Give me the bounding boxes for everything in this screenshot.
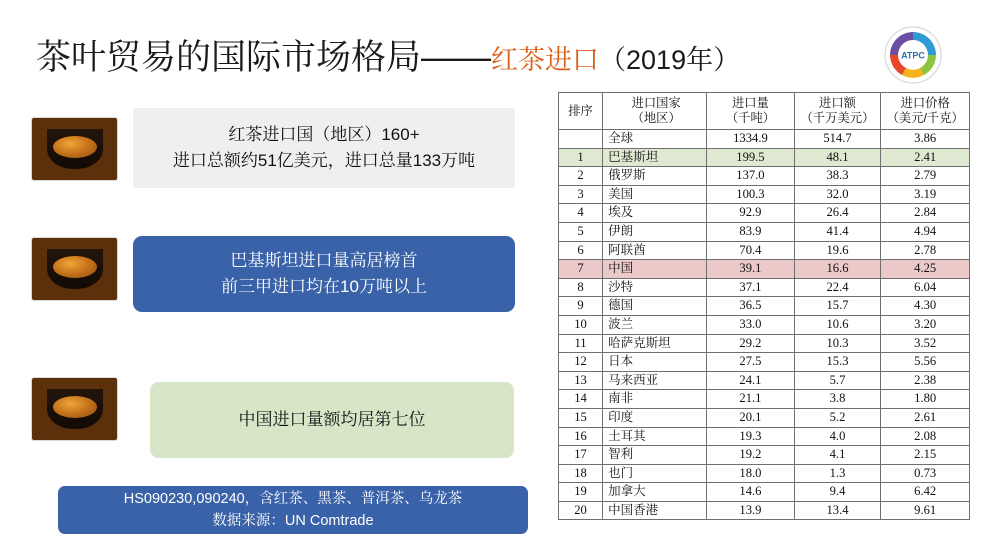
cell-value: 4.1 <box>794 446 881 465</box>
cell-price: 6.42 <box>881 483 970 502</box>
col-header-country-l2: （地区） <box>631 111 681 125</box>
cell-quantity: 83.9 <box>707 222 794 241</box>
cell-price: 3.86 <box>881 130 970 149</box>
cell-quantity: 20.1 <box>707 408 794 427</box>
cell-rank: 12 <box>559 353 603 372</box>
cell-rank: 1 <box>559 148 603 167</box>
cell-rank: 2 <box>559 167 603 186</box>
cell-quantity: 24.1 <box>707 371 794 390</box>
cell-rank: 6 <box>559 241 603 260</box>
cell-rank: 4 <box>559 204 603 223</box>
cell-rank: 9 <box>559 297 603 316</box>
cell-price: 2.79 <box>881 167 970 186</box>
table-row <box>559 204 970 223</box>
footnote-line-1: HS090230,090240，含红茶、黑茶、普洱茶、乌龙茶 <box>123 490 463 507</box>
cell-quantity: 199.5 <box>707 148 794 167</box>
table-row <box>559 260 970 279</box>
cell-rank: 15 <box>559 408 603 427</box>
callout-1-line-2: 进口总额约51亿美元，进口总量133万吨 <box>172 151 476 170</box>
cell-quantity: 33.0 <box>707 315 794 334</box>
tea-photo-2 <box>32 238 117 300</box>
cell-country: 智利 <box>603 446 707 465</box>
table-row <box>559 353 970 372</box>
cell-price: 2.61 <box>881 408 970 427</box>
cell-quantity: 92.9 <box>707 204 794 223</box>
cell-price: 2.84 <box>881 204 970 223</box>
callout-import-countries <box>133 108 515 188</box>
table-row <box>559 148 970 167</box>
cell-quantity: 39.1 <box>707 260 794 279</box>
cell-country: 俄罗斯 <box>603 167 707 186</box>
cell-price: 3.20 <box>881 315 970 334</box>
import-data-table <box>558 92 970 520</box>
table-row <box>559 427 970 446</box>
cell-value: 3.8 <box>794 390 881 409</box>
table-row <box>559 241 970 260</box>
cell-price: 4.30 <box>881 297 970 316</box>
table-row <box>559 464 970 483</box>
table-row <box>559 446 970 465</box>
table-body <box>559 130 970 520</box>
cell-price: 4.25 <box>881 260 970 279</box>
cell-country: 印度 <box>603 408 707 427</box>
table-row <box>559 185 970 204</box>
callout-2-line-1: 巴基斯坦进口量高居榜首 <box>230 250 418 270</box>
tea-photo-1 <box>32 118 117 180</box>
cell-value: 15.7 <box>794 297 881 316</box>
col-header-rank <box>559 93 603 130</box>
table-row <box>559 483 970 502</box>
page-title <box>36 30 740 80</box>
cell-country: 波兰 <box>603 315 707 334</box>
cell-value: 5.2 <box>794 408 881 427</box>
col-header-price-l1: 进口价格 <box>900 96 950 110</box>
cell-country: 埃及 <box>603 204 707 223</box>
source-footnote <box>58 486 528 534</box>
cell-price: 4.94 <box>881 222 970 241</box>
cell-value: 19.6 <box>794 241 881 260</box>
title-main-text: 茶叶贸易的国际市场格局—— <box>36 38 492 77</box>
cell-country: 土耳其 <box>603 427 707 446</box>
cell-value: 48.1 <box>794 148 881 167</box>
col-header-rank-l1: 排序 <box>568 103 593 118</box>
cell-country: 阿联酋 <box>603 241 707 260</box>
table-row <box>559 371 970 390</box>
table-header-row <box>559 93 970 130</box>
cell-value: 5.7 <box>794 371 881 390</box>
col-header-price <box>881 93 970 130</box>
table-row <box>559 167 970 186</box>
callout-1-line-1: 红茶进口国（地区）160+ <box>228 124 420 144</box>
cell-country: 南非 <box>603 390 707 409</box>
cell-price: 2.38 <box>881 371 970 390</box>
cell-quantity: 27.5 <box>707 353 794 372</box>
cell-rank: 11 <box>559 334 603 353</box>
cell-quantity: 14.6 <box>707 483 794 502</box>
cell-country: 伊朗 <box>603 222 707 241</box>
atpc-logo-icon <box>884 26 942 84</box>
cell-quantity: 29.2 <box>707 334 794 353</box>
cell-country: 中国香港 <box>603 501 707 520</box>
table-row <box>559 408 970 427</box>
cell-quantity: 18.0 <box>707 464 794 483</box>
cell-rank: 13 <box>559 371 603 390</box>
col-header-quantity <box>707 93 794 130</box>
table-row <box>559 334 970 353</box>
callout-pakistan-top <box>133 236 515 312</box>
cell-rank: 16 <box>559 427 603 446</box>
cell-country: 马来西亚 <box>603 371 707 390</box>
cell-price: 0.73 <box>881 464 970 483</box>
cell-rank: 18 <box>559 464 603 483</box>
cell-country: 中国 <box>603 260 707 279</box>
footnote-line-2: 数据来源：UN Comtrade <box>212 513 374 529</box>
cell-quantity: 137.0 <box>707 167 794 186</box>
cell-rank: 7 <box>559 260 603 279</box>
cell-price: 3.19 <box>881 185 970 204</box>
cell-country: 德国 <box>603 297 707 316</box>
cell-value: 22.4 <box>794 278 881 297</box>
cell-value: 1.3 <box>794 464 881 483</box>
cell-rank: 17 <box>559 446 603 465</box>
cell-value: 15.3 <box>794 353 881 372</box>
cell-quantity: 19.3 <box>707 427 794 446</box>
cell-quantity: 19.2 <box>707 446 794 465</box>
cell-rank: 20 <box>559 501 603 520</box>
cell-country: 日本 <box>603 353 707 372</box>
col-header-value-l1: 进口额 <box>819 96 856 110</box>
cell-value: 9.4 <box>794 483 881 502</box>
cell-value: 10.3 <box>794 334 881 353</box>
title-year-text: （2019年） <box>599 45 741 75</box>
cell-rank: 19 <box>559 483 603 502</box>
cell-country: 巴基斯坦 <box>603 148 707 167</box>
cell-value: 26.4 <box>794 204 881 223</box>
cell-price: 2.41 <box>881 148 970 167</box>
cell-value: 32.0 <box>794 185 881 204</box>
cell-price: 6.04 <box>881 278 970 297</box>
callout-2-line-2: 前三甲进口均在10万吨以上 <box>221 277 427 296</box>
cell-country: 全球 <box>603 130 707 149</box>
cell-quantity: 1334.9 <box>707 130 794 149</box>
cell-quantity: 21.1 <box>707 390 794 409</box>
cell-value: 38.3 <box>794 167 881 186</box>
cell-rank: 10 <box>559 315 603 334</box>
cell-rank: 3 <box>559 185 603 204</box>
cell-rank: 14 <box>559 390 603 409</box>
cell-rank: 5 <box>559 222 603 241</box>
cell-price: 9.61 <box>881 501 970 520</box>
cell-rank <box>559 130 603 149</box>
table-row <box>559 390 970 409</box>
cell-quantity: 70.4 <box>707 241 794 260</box>
cell-country: 沙特 <box>603 278 707 297</box>
col-header-value <box>794 93 881 130</box>
table-row <box>559 315 970 334</box>
callout-3-line-1: 中国进口量额均居第七位 <box>238 409 426 429</box>
cell-price: 2.78 <box>881 241 970 260</box>
table-row <box>559 222 970 241</box>
cell-country: 美国 <box>603 185 707 204</box>
tea-photo-3 <box>32 378 117 440</box>
cell-quantity: 37.1 <box>707 278 794 297</box>
title-accent-text: 红茶进口 <box>491 45 600 75</box>
cell-price: 2.08 <box>881 427 970 446</box>
cell-price: 3.52 <box>881 334 970 353</box>
table-row <box>559 130 970 149</box>
col-header-price-l2: （美元/千克） <box>886 111 964 125</box>
cell-country: 哈萨克斯坦 <box>603 334 707 353</box>
col-header-quantity-l1: 进口量 <box>731 96 769 110</box>
callout-china-rank <box>150 382 514 458</box>
col-header-country-l1: 进口国家 <box>631 96 681 110</box>
table-row <box>559 278 970 297</box>
cell-quantity: 100.3 <box>707 185 794 204</box>
col-header-country <box>603 93 707 130</box>
cell-price: 1.80 <box>881 390 970 409</box>
cell-value: 10.6 <box>794 315 881 334</box>
svg-text:ATPC: ATPC <box>901 50 925 61</box>
cell-value: 41.4 <box>794 222 881 241</box>
cell-country: 加拿大 <box>603 483 707 502</box>
cell-value: 13.4 <box>794 501 881 520</box>
cell-quantity: 13.9 <box>707 501 794 520</box>
cell-quantity: 36.5 <box>707 297 794 316</box>
cell-country: 也门 <box>603 464 707 483</box>
cell-rank: 8 <box>559 278 603 297</box>
col-header-quantity-l2: （千吨） <box>725 111 776 125</box>
col-header-value-l2: （千万美元） <box>800 111 875 125</box>
cell-price: 2.15 <box>881 446 970 465</box>
cell-value: 514.7 <box>794 130 881 149</box>
cell-price: 5.56 <box>881 353 970 372</box>
cell-value: 4.0 <box>794 427 881 446</box>
table-row <box>559 501 970 520</box>
cell-value: 16.6 <box>794 260 881 279</box>
table-row <box>559 297 970 316</box>
